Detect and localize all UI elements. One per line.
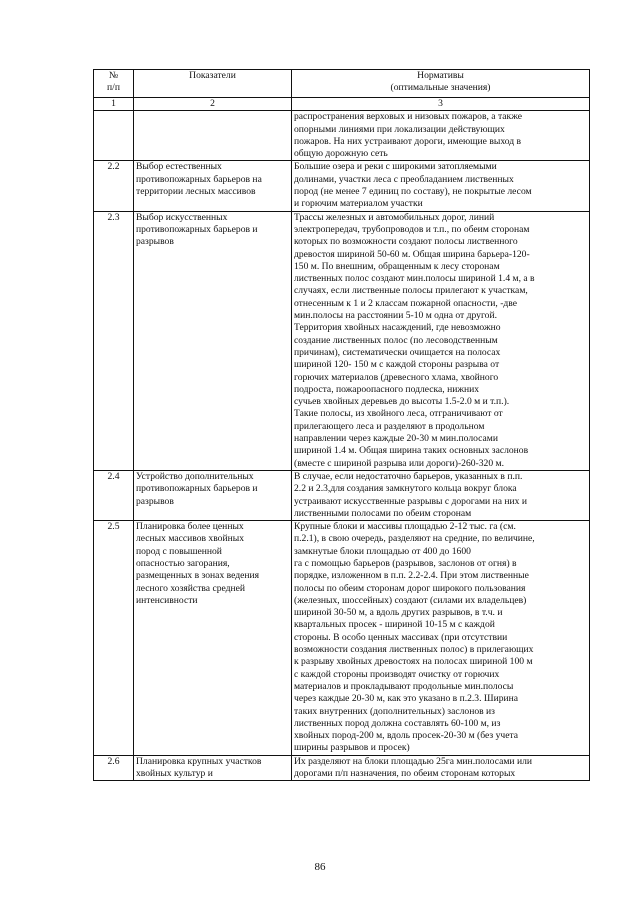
row-norm: Их разделяют на блоки площадью 25га мин.полосами или дорогами п/п назначения, по обеим сторонам которых: [292, 755, 590, 781]
table-row: [94, 111, 590, 161]
row-number: 2.2: [94, 161, 134, 211]
norms-table: [93, 69, 590, 781]
row-number: 2.5: [94, 521, 134, 756]
column-number: 2: [134, 98, 292, 111]
row-norm: В случае, если недостаточно барьеров, указанных в п.п. 2.2 и 2.3,для создания замкнутого кольца вокруг блока устраивают искусственные разрывы с дорогами на них и лиственными полосами по обеим сторонам: [292, 470, 590, 520]
row-number: 2.3: [94, 211, 134, 470]
table-row: [94, 161, 590, 211]
table-row: [94, 521, 590, 756]
page-number: 86: [314, 861, 326, 873]
row-indicator: Планировка более ценных лесных массивов хвойных пород с повышенной опасностью загорания, размещенных в зонах ведения лесного хозяйства средней интенсивности: [134, 521, 292, 756]
table-header-row: [94, 70, 590, 98]
row-norm: распространения верховых и низовых пожаров, а также опорными линиями при локализации действующих пожаров. На них устраивают дороги, имеющие выход в общую дорожную сеть: [292, 111, 590, 161]
row-norm: Трассы железных и автомобильных дорог, линий электропередач, трубопроводов и т.п., по обеим сторонам которых по возможности создают полосы лиственного древостоя шириной 50-60 м. Общая ширина барьера-120- 150 м. По внешним, обращенным к лесу сторонам лиственных полос создают мин.полосы шириной 1.4 м, а в случаях, если лиственные полосы прилегают к участкам, отнесенным к 1 и 2 классам пожарной опасности, -две мин.полосы на расстоянии 5-10 м одна от другой. Территория хвойных насаждений, где невозможно создание лиственных полос (по лесоводственным причинам), систематически очищается на полосах шириной 120- 150 м с каждой стороны разрыва от горючих материалов (древесного хлама, хвойного подроста, пожароопасного подлеска, нижних сучьев хвойных деревьев до высоты 1.5-2.0 м и т.п.). Такие полосы, из хвойного леса, отграничивают от прилегающего леса и разделяют в продольном направлении через каждые 20-30 м мин.полосами шириной 1.4 м. Общая ширина таких основных заслонов (вместе с шириной разрыва или дороги)-260-320 м.: [292, 211, 590, 470]
header-num: № п/п: [94, 70, 134, 98]
row-indicator: Выбор искусственных противопожарных барьеров и разрывов: [134, 211, 292, 470]
row-number: 2.4: [94, 470, 134, 520]
row-indicator: Планировка крупных участков хвойных культур и: [134, 755, 292, 781]
header-norms: Нормативы (оптимальные значения): [292, 70, 590, 98]
row-indicator: [134, 111, 292, 161]
row-norm: Большие озера и реки с широкими затопляемыми долинами, участки леса с преобладанием лиственных пород (не менее 7 единиц по составу), не покрытые лесом и горючим материалом участки: [292, 161, 590, 211]
row-number: [94, 111, 134, 161]
column-numbers-row: [94, 98, 590, 111]
row-indicator: Устройство дополнительных противопожарных барьеров и разрывов: [134, 470, 292, 520]
row-number: 2.6: [94, 755, 134, 781]
column-number: 1: [94, 98, 134, 111]
table-row: [94, 755, 590, 781]
column-number: 3: [292, 98, 590, 111]
row-norm: Крупные блоки и массивы площадью 2-12 тыс. га (см. п.2.1), в свою очередь, разделяют на средние, по величине, замкнутые блоки площадью от 400 до 1600 га с помощью барьеров (разрывов, заслонов от огня) в порядке, изложенном в п.п. 2.2-2.4. При этом лиственные полосы по обеим сторонам дорог широкого пользования (железных, шоссейных) создают (силами их владельцев) шириной 30-50 м, а вдоль других разрывов, в т.ч. и квартальных просек - шириной 10-15 м с каждой стороны. В особо ценных массивах (при отсутствии возможности создания лиственных полос) в прилегающих к разрыву хвойных древостоях на полосах шириной 100 м с каждой стороны производят очистку от горючих материалов и прокладывают продольные мин.полосы через каждые 20-30 м, как это указано в п.2.3. Ширина таких внутренних (дополнительных) заслонов из лиственных пород должна составлять 60-100 м, из хвойных пород-200 м, вдоль просек-20-30 м (без учета ширины разрывов и просек): [292, 521, 590, 756]
table-row: [94, 470, 590, 520]
row-indicator: Выбор естественных противопожарных барьеров на территории лесных массивов: [134, 161, 292, 211]
header-indicator: Показатели: [134, 70, 292, 98]
table-row: [94, 211, 590, 470]
